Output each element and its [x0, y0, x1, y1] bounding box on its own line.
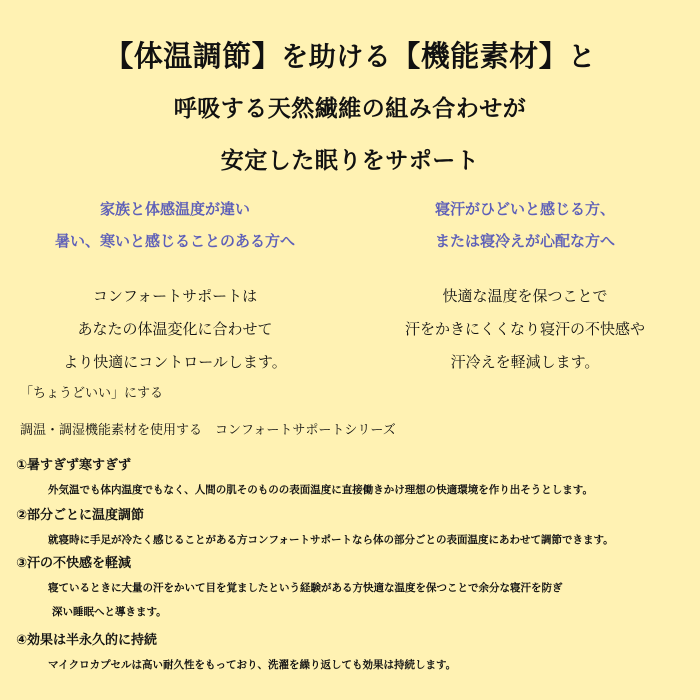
bracket-open: 【: [104, 39, 134, 73]
headline-connector: を助ける: [281, 42, 392, 73]
left-description: [0, 280, 350, 379]
right-column: [350, 193, 700, 379]
bracket-close: 】: [251, 39, 282, 73]
right-desc-line-3: 汗冷えを軽減します。: [450, 353, 600, 371]
left-column: [0, 193, 350, 379]
feature-desc-3-line-1: 寝ているときに大量の汗をかいて目を覚ましたという経験がある方快適な温度を保つことで余分な寝汗を防ぎ: [48, 582, 563, 594]
keyword-functional-material: 機能素材: [420, 39, 539, 73]
feature-desc-3-line-2: 深い睡眠へと導きます。: [52, 606, 167, 618]
right-target-line-1: 寝汗がひどいと感じる方、: [434, 200, 615, 218]
feature-desc-4: マイクロカプセルは高い耐久性をもっており、洗濯を繰り返しても効果は持続します。: [48, 659, 457, 671]
feature-title-3: ③汗の不快感を軽減: [16, 556, 132, 571]
feature-title-1: ①暑すぎず寒すぎず: [16, 458, 132, 473]
right-desc-line-1: 快適な温度を保つことで: [442, 287, 608, 305]
feature-desc-1: 外気温でも体内温度でもなく、人間の肌そのものの表面温度に直接働きかけ理想の快適環境を作り出そうとします。: [48, 484, 593, 496]
left-desc-line-1: コンフォートサポートは: [92, 287, 258, 305]
feature-title-4: ④効果は半永久的に持続: [16, 633, 158, 648]
details-intro-1: 「ちょうどいい」にする: [20, 386, 164, 401]
details-intro-2: 調温・調湿機能素材を使用する コンフォートサポートシリーズ: [20, 423, 396, 438]
bracket-open-2: 【: [391, 39, 421, 73]
left-target-line-2: 暑い、寒いと感じることのある方へ: [54, 232, 295, 250]
headline-particle: と: [568, 42, 596, 73]
bracket-close-2: 】: [538, 39, 569, 73]
right-target-line-2: または寝冷えが心配な方へ: [434, 232, 615, 250]
right-desc-line-2: 汗をかきにくくなり寝汗の不快感や: [404, 320, 645, 338]
left-desc-line-3: より快適にコントロールします。: [63, 353, 287, 371]
right-description: [350, 280, 700, 379]
headline-line-1: [0, 34, 700, 75]
headline-line-2: 呼吸する天然繊維の組み合わせが: [173, 96, 527, 122]
left-desc-line-2: あなたの体温変化に合わせて: [77, 320, 273, 338]
keyword-thermoregulation: 体温調節: [133, 39, 252, 73]
headline-line-3: 安定した眠りをサポート: [220, 148, 480, 174]
feature-desc-2: 就寝時に手足が冷たく感じることがある方コンフォートサポートなら体の部分ごとの表面温度にあわせて調節できます。: [48, 534, 614, 546]
feature-title-2: ②部分ごとに温度調節: [16, 508, 145, 523]
left-target-line-1: 家族と体感温度が違い: [99, 200, 250, 218]
